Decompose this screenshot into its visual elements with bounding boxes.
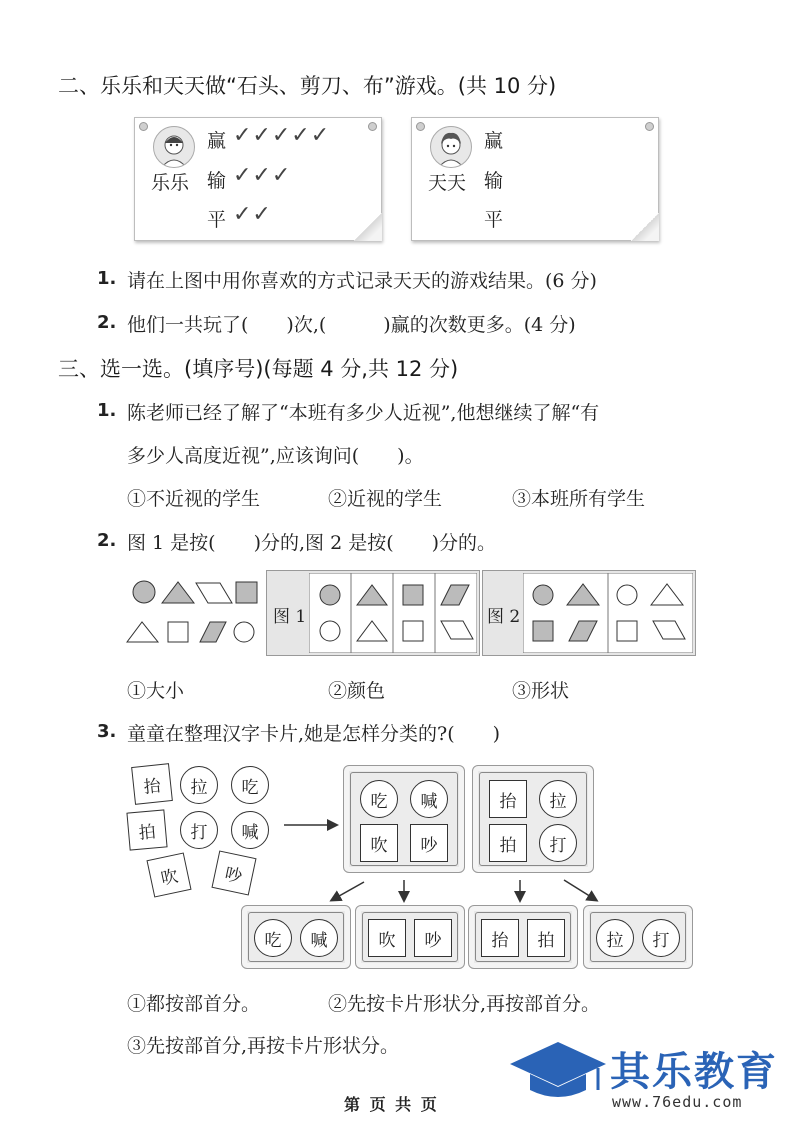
tiantian-draw-label: 平 [484,209,504,231]
card-han-sub: 喊 [300,919,338,957]
card-chui-sub: 吹 [368,919,406,957]
s3-q1-number: 1. [97,400,117,421]
s3-q2-option1: ①大小 [127,680,185,702]
card-chi-sub: 吃 [254,919,292,957]
s2-q1-text: 请在上图中用你喜欢的方式记录天天的游戏结果。(6 分) [127,270,597,292]
s3-q3-option1: ①都按部首分。 [127,993,261,1015]
s2-q2-text: 他们一共玩了( )次,( )赢的次数更多。(4 分) [127,314,576,336]
figure-1-label: 图 1 [273,607,307,627]
lele-lose-label: 输 [207,170,227,192]
mixed-shapes-figure [122,570,266,654]
s3-q1-line2: 多少人高度近视”,应该询问( )。 [127,445,424,467]
group-mouth-radical [343,765,465,873]
card-chi: 吃 [360,780,398,818]
tiantian-avatar [430,126,472,168]
card-pai-loose: 拍 [126,809,167,850]
s2-q2-number: 2. [97,312,117,333]
section2-heading: 二、乐乐和天天做“石头、剪刀、布”游戏。(共 10 分) [58,74,557,98]
card-da-sub: 打 [642,919,680,957]
s3-q1-option2: ②近视的学生 [328,488,443,510]
s3-q3-option2: ②先按卡片形状分,再按部首分。 [328,993,601,1015]
graduation-cap-icon [508,1038,608,1108]
card-tai: 抬 [489,780,527,818]
lele-avatar [153,126,195,168]
lele-record-card [134,117,382,241]
lele-draw-label: 平 [207,209,227,231]
figure-2 [482,570,696,656]
s3-q3-text: 童童在整理汉字卡片,她是怎样分类的?( ) [127,723,501,745]
card-chao: 吵 [410,824,448,862]
card-chi-loose: 吃 [231,766,269,804]
lele-win-marks: ✓✓✓✓✓ [233,123,331,148]
group-mouth-square [355,905,465,969]
card-pai-sub: 拍 [527,919,565,957]
s3-q2-option3: ③形状 [512,680,570,702]
card-han: 喊 [410,780,448,818]
card-chui-loose: 吹 [146,852,191,897]
s3-q2-text: 图 1 是按( )分的,图 2 是按( )分的。 [127,532,497,554]
s3-q2-number: 2. [97,530,117,551]
s2-q1-number: 1. [97,268,117,289]
figure-1 [266,570,480,656]
figure-2-label: 图 2 [487,607,521,627]
tiantian-win-label: 赢 [484,130,504,152]
card-chao-loose: 吵 [211,850,256,895]
section3-heading: 三、选一选。(填序号)(每题 4 分,共 12 分) [58,357,459,381]
card-pai: 拍 [489,824,527,862]
s3-q3-option3: ③先按部首分,再按卡片形状分。 [127,1035,400,1057]
tiantian-lose-label: 输 [484,170,504,192]
card-tai-sub: 抬 [481,919,519,957]
card-la-sub: 拉 [596,919,634,957]
tiantian-name: 天天 [428,172,467,194]
group-mouth-round [241,905,351,969]
lele-name: 乐乐 [151,172,190,194]
card-la-loose: 拉 [180,766,218,804]
card-han-loose: 喊 [231,811,269,849]
page-footer: 第 页 共 页 [344,1095,437,1114]
card-da: 打 [539,824,577,862]
card-tai-loose: 抬 [131,763,173,805]
s3-q1-option1: ①不近视的学生 [127,488,261,510]
watermark-logo [508,1038,608,1112]
group-hand-round [583,905,693,969]
s3-q3-number: 3. [97,721,117,742]
lele-draw-marks: ✓✓ [233,202,272,227]
card-chao-sub: 吵 [414,919,452,957]
lele-win-label: 赢 [207,130,227,152]
group-hand-square [468,905,578,969]
card-da-loose: 打 [180,811,218,849]
card-chui: 吹 [360,824,398,862]
watermark-url: www.76edu.com [612,1093,743,1111]
s3-q1-line1: 陈老师已经了解了“本班有多少人近视”,他想继续了解“有 [127,402,600,424]
lele-lose-marks: ✓✓✓ [233,163,292,188]
tiantian-record-card [411,117,659,241]
card-la: 拉 [539,780,577,818]
group-hand-radical [472,765,594,873]
s3-q1-option3: ③本班所有学生 [512,488,646,510]
s3-q2-option2: ②颜色 [328,680,386,702]
watermark-name: 其乐教育 [610,1049,778,1095]
